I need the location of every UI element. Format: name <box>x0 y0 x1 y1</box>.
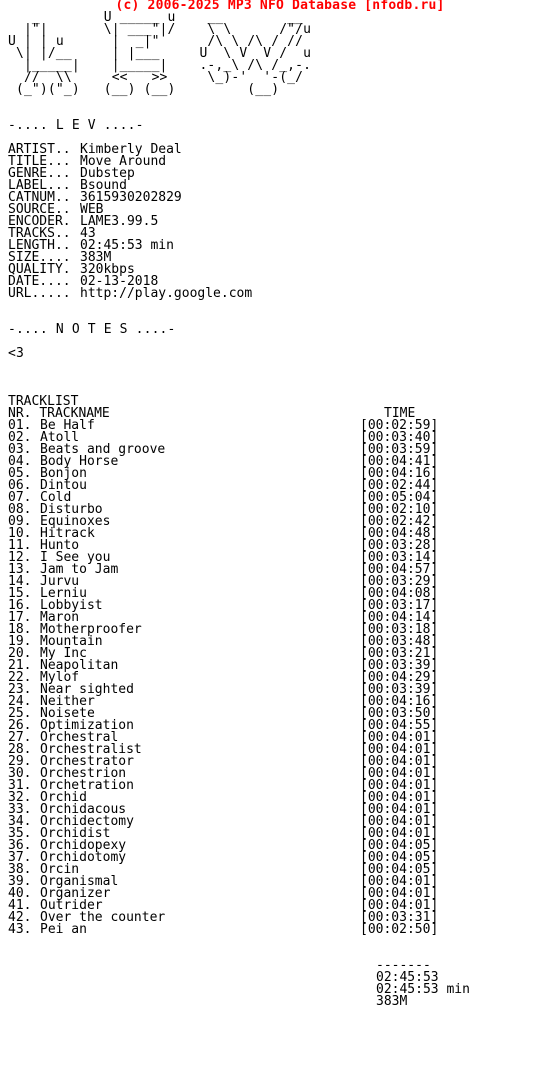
track-number: 09. <box>8 514 32 529</box>
notes-heading: -.... N O T E S ....- <box>8 322 176 337</box>
track-time: [00:03:29] <box>360 574 439 589</box>
totals <box>376 960 470 1008</box>
track-number: 38. <box>8 862 32 877</box>
track-time: [00:04:16] <box>360 694 439 709</box>
track-name: Orcin <box>40 862 80 877</box>
track-time: [00:03:31] <box>360 910 439 925</box>
track-time: [00:04:01] <box>360 730 439 745</box>
track-number: 07. <box>8 490 32 505</box>
track-number: 36. <box>8 838 32 853</box>
track-name: Organismal <box>40 874 119 889</box>
track-number: 22. <box>8 670 32 685</box>
track-time: [00:04:41] <box>360 454 439 469</box>
track-time: [00:03:18] <box>360 622 439 637</box>
track-time: [00:04:01] <box>360 790 439 805</box>
track-number: 15. <box>8 586 32 601</box>
info-value: Dubstep <box>80 166 135 181</box>
column-header-time: TIME <box>384 406 416 421</box>
track-number: 05. <box>8 466 32 481</box>
track-name: Be Half <box>40 418 95 433</box>
track-time: [00:03:40] <box>360 430 439 445</box>
track-number: 04. <box>8 454 32 469</box>
track-time: [00:02:10] <box>360 502 439 517</box>
track-time: [00:03:17] <box>360 598 439 613</box>
totals-length: 02:45:53 min <box>376 982 470 997</box>
info-value: 3615930202829 <box>80 190 182 205</box>
totals-size: 383M <box>376 994 408 1009</box>
track-number: 23. <box>8 682 32 697</box>
track-number: 10. <box>8 526 32 541</box>
info-label: QUALITY. <box>8 262 71 277</box>
track-name: Mylof <box>40 670 80 685</box>
track-number: 20. <box>8 646 32 661</box>
track-time: [00:04:01] <box>360 802 439 817</box>
track-name: Orchidopexy <box>40 838 127 853</box>
track-time: [00:03:28] <box>360 538 439 553</box>
track-name: Mountain <box>40 634 103 649</box>
track-number: 30. <box>8 766 32 781</box>
track-name: Optimization <box>40 718 134 733</box>
track-time: [00:04:01] <box>360 898 439 913</box>
track-time: [00:04:01] <box>360 766 439 781</box>
track-number: 03. <box>8 442 32 457</box>
track-rows <box>8 418 439 937</box>
track-number: 39. <box>8 874 32 889</box>
track-number: 21. <box>8 658 32 673</box>
track-number: 35. <box>8 826 32 841</box>
track-time: [00:04:08] <box>360 586 439 601</box>
column-header-trackname: TRACKNAME <box>39 406 110 421</box>
track-time: [00:02:50] <box>360 922 439 937</box>
track-name: Orchidectomy <box>40 814 134 829</box>
track-name: Orchestral <box>40 730 119 745</box>
track-name: Motherproofer <box>40 622 142 637</box>
track-time: [00:04:14] <box>360 610 439 625</box>
track-name: Neapolitan <box>40 658 119 673</box>
info-value: Kimberly Deal <box>80 142 182 157</box>
track-number: 27. <box>8 730 32 745</box>
track-name: Orchid <box>40 790 87 805</box>
info-value: Move Around <box>80 154 167 169</box>
track-name: Cold <box>40 490 72 505</box>
track-time: [00:03:14] <box>360 550 439 565</box>
track-name: My Inc <box>40 646 87 661</box>
track-number: 31. <box>8 778 32 793</box>
track-name: I See you <box>40 550 111 565</box>
track-name: Jam to Jam <box>40 562 119 577</box>
info-label: URL..... <box>8 286 71 301</box>
track-time: [00:04:05] <box>360 850 439 865</box>
track-number: 29. <box>8 754 32 769</box>
info-label: SIZE.... <box>8 250 71 265</box>
track-number: 40. <box>8 886 32 901</box>
track-number: 08. <box>8 502 32 517</box>
track-name: Lerniu <box>40 586 87 601</box>
column-header-nr: NR. <box>8 406 32 421</box>
info-label: SOURCE.. <box>8 202 71 217</box>
tracklist-title-text: TRACKLIST <box>8 394 79 409</box>
track-name: Body Horse <box>40 454 119 469</box>
track-name: Orchestralist <box>40 742 142 757</box>
track-number: 13. <box>8 562 32 577</box>
track-time: [00:04:01] <box>360 754 439 769</box>
track-time: [00:02:44] <box>360 478 439 493</box>
track-number: 12. <box>8 550 32 565</box>
track-name: Hitrack <box>40 526 95 541</box>
track-number: 18. <box>8 622 32 637</box>
track-name: Atoll <box>40 430 80 445</box>
track-name: Neither <box>40 694 95 709</box>
info-label: LENGTH.. <box>8 238 71 253</box>
track-time: [00:05:04] <box>360 490 439 505</box>
track-name: Outrider <box>40 898 103 913</box>
totals-divider: ------- <box>376 958 431 973</box>
track-number: 06. <box>8 478 32 493</box>
copyright-banner: (c) 2006-2025 MP3 NFO Database [nfodb.ru] <box>115 0 445 13</box>
track-number: 37. <box>8 850 32 865</box>
track-number: 43. <box>8 922 32 937</box>
info-label: TRACKS.. <box>8 226 71 241</box>
release-heading: -.... L E V ....- <box>8 118 144 133</box>
info-value: 02-13-2018 <box>80 274 159 289</box>
track-name: Orchestrator <box>40 754 134 769</box>
track-time: [00:03:50] <box>360 706 439 721</box>
track-name: Bonjon <box>40 466 87 481</box>
info-label: TITLE... <box>8 154 71 169</box>
track-time: [00:03:48] <box>360 634 439 649</box>
track-time: [00:03:39] <box>360 682 439 697</box>
track-name: Maron <box>40 610 80 625</box>
track-name: Organizer <box>40 886 111 901</box>
track-name: Disturbo <box>40 502 103 517</box>
info-label: DATE.... <box>8 274 71 289</box>
info-value: 43 <box>80 226 96 241</box>
info-label: ARTIST.. <box>8 142 71 157</box>
track-name: Orchidist <box>40 826 111 841</box>
track-time: [00:04:05] <box>360 838 439 853</box>
track-name: Jurvu <box>40 574 80 589</box>
track-time: [00:03:21] <box>360 646 439 661</box>
track-name: Lobbyist <box>40 598 103 613</box>
track-time: [00:03:39] <box>360 658 439 673</box>
track-time: [00:03:59] <box>360 442 439 457</box>
track-number: 32. <box>8 790 32 805</box>
track-number: 24. <box>8 694 32 709</box>
track-time: [00:04:55] <box>360 718 439 733</box>
info-label: ENCODER. <box>8 214 71 229</box>
track-number: 14. <box>8 574 32 589</box>
track-time: [00:04:05] <box>360 862 439 877</box>
info-value: LAME3.99.5 <box>80 214 159 229</box>
info-label: CATNUM.. <box>8 190 71 205</box>
track-number: 25. <box>8 706 32 721</box>
track-row <box>8 922 439 937</box>
track-number: 41. <box>8 898 32 913</box>
info-value: http://play.google.com <box>80 286 253 301</box>
track-time: [00:04:01] <box>360 874 439 889</box>
track-number: 28. <box>8 742 32 757</box>
track-name: Orchestrion <box>40 766 127 781</box>
track-time: [00:04:16] <box>360 466 439 481</box>
track-name: Hunto <box>40 538 80 553</box>
track-time: [00:04:01] <box>360 742 439 757</box>
track-name: Near sighted <box>40 682 134 697</box>
notes-text: <3 <box>8 346 24 361</box>
track-name: Pei an <box>40 922 87 937</box>
track-name: Equinoxes <box>40 514 111 529</box>
track-time: [00:04:48] <box>360 526 439 541</box>
track-name: Orchidotomy <box>40 850 127 865</box>
track-time: [00:04:01] <box>360 826 439 841</box>
track-number: 17. <box>8 610 32 625</box>
info-label: LABEL... <box>8 178 71 193</box>
track-name: Beats and groove <box>40 442 166 457</box>
info-label: GENRE... <box>8 166 71 181</box>
track-name: Orchetration <box>40 778 134 793</box>
track-number: 16. <box>8 598 32 613</box>
track-time: [00:04:01] <box>360 778 439 793</box>
info-value: 383M <box>80 250 112 265</box>
track-number: 42. <box>8 910 32 925</box>
track-time: [00:02:59] <box>360 418 439 433</box>
totals-time: 02:45:53 <box>376 970 439 985</box>
track-number: 26. <box>8 718 32 733</box>
track-number: 11. <box>8 538 32 553</box>
info-value: WEB <box>80 202 104 217</box>
track-number: 02. <box>8 430 32 445</box>
track-number: 34. <box>8 814 32 829</box>
track-time: [00:02:42] <box>360 514 439 529</box>
info-value: 02:45:53 min <box>80 238 174 253</box>
track-name: Orchidacous <box>40 802 127 817</box>
info-value: Bsound <box>80 178 127 193</box>
ascii-logo: _ U _____ u __ __ |"| \| ___"|/ \ \ /"/u U | | u | _|" /\ \ /\ / // \| |/__ | |___ U \ V V / u |_____| |_____| .-,_\ /\ /_,-. // \\ << >> \_)-' '-(_/ (_")("_) (__) (__) (__) <box>8 10 312 97</box>
track-number: 01. <box>8 418 32 433</box>
tracklist <box>8 394 439 937</box>
track-name: Noisete <box>40 706 95 721</box>
track-time: [00:04:01] <box>360 814 439 829</box>
track-time: [00:04:29] <box>360 670 439 685</box>
track-number: 19. <box>8 634 32 649</box>
info-value: 320kbps <box>80 262 135 277</box>
track-name: Dintou <box>40 478 87 493</box>
track-time: [00:04:57] <box>360 562 439 577</box>
track-name: Over the counter <box>40 910 166 925</box>
track-time: [00:04:01] <box>360 886 439 901</box>
track-number: 33. <box>8 802 32 817</box>
